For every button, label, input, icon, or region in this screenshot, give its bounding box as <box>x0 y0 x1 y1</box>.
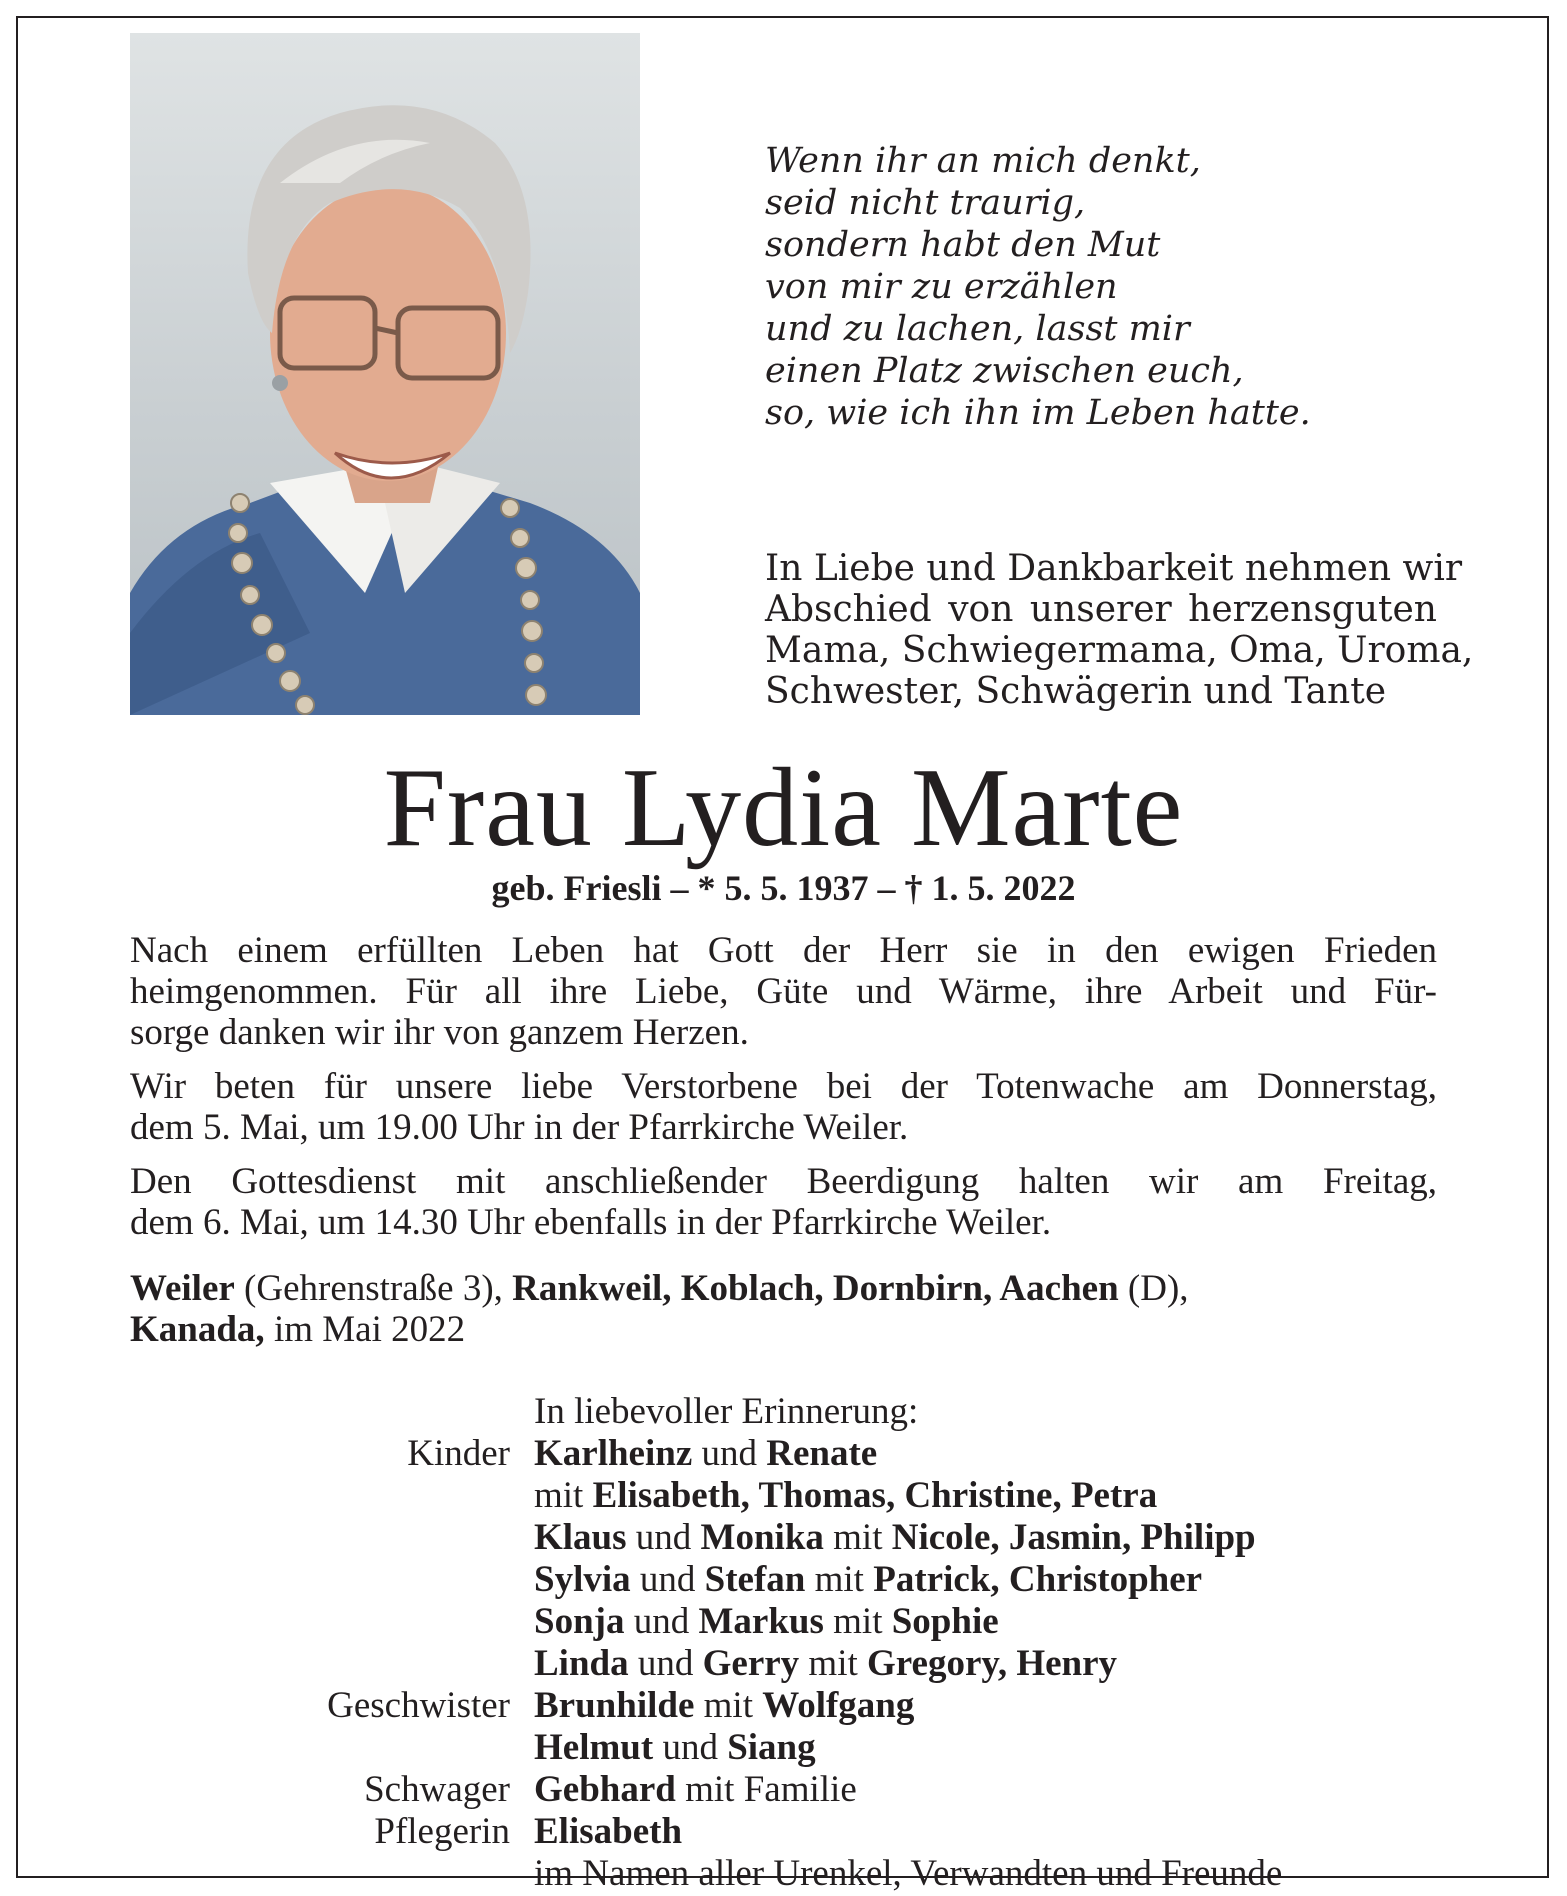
relation-label: Pflegerin <box>374 1811 510 1852</box>
connector: und <box>626 1517 701 1558</box>
farewell-line: Mama, Schwiegermama, Oma, Uroma, <box>765 630 1474 671</box>
body-line: dem 5. Mai, um 19.00 Uhr in der Pfarrkirche Weiler. <box>130 1107 909 1148</box>
mourner-row <box>130 1643 1470 1685</box>
body-line: Den Gottesdienst mit anschließender Beerdigung halten wir am Freitag, <box>130 1161 1437 1202</box>
relation-label: Schwager <box>364 1769 510 1810</box>
connector: mit Familie <box>675 1769 857 1810</box>
mourner-row <box>130 1559 1470 1601</box>
mourner-name: Monika <box>700 1517 824 1558</box>
body-line: Nach einem erfüllten Leben hat Gott der Herr sie in den ewigen Frieden <box>130 930 1437 971</box>
connector: und <box>692 1433 767 1474</box>
obituary-paragraph <box>130 930 1437 1053</box>
mourners-closing-row <box>130 1853 1470 1895</box>
connector: und <box>653 1727 728 1768</box>
mourner-name: Patrick, Christopher <box>873 1559 1203 1600</box>
mourner-name: Helmut <box>534 1727 654 1768</box>
poem-line: Wenn ihr an mich denkt, <box>765 141 1201 181</box>
mourner-name: Siang <box>727 1727 816 1768</box>
connector: mit <box>534 1475 593 1516</box>
mourner-name: Gregory, Henry <box>867 1643 1118 1684</box>
places-line <box>130 1268 1437 1309</box>
mourner-name: Sonja <box>534 1601 625 1642</box>
body-line: sorge danken wir ihr von ganzem Herzen. <box>130 1012 749 1053</box>
connector: mit <box>805 1559 874 1600</box>
mourners-intro: In liebevoller Erinnerung: <box>534 1391 919 1432</box>
poem-line: seid nicht traurig, <box>765 183 1086 223</box>
mourner-name: Gerry <box>702 1643 800 1684</box>
mourner-row <box>130 1517 1470 1559</box>
place-street: (Gehrenstraße 3), <box>234 1268 513 1309</box>
mourner-name: Brunhilde <box>534 1685 695 1726</box>
vigil-paragraph <box>130 1066 1437 1148</box>
connector: mit <box>694 1685 763 1726</box>
body-line: Wir beten für unsere liebe Verstorbene bei der Totenwache am Donnerstag, <box>130 1066 1437 1107</box>
farewell-line: Abschied von unserer herzensguten <box>765 589 1437 630</box>
memorial-poem <box>765 140 1465 434</box>
obituary-body <box>130 930 1437 1256</box>
mourner-row <box>130 1433 1470 1475</box>
portrait-illustration <box>130 33 640 715</box>
birth-death-dates: geb. Friesli – * 5. 5. 1937 – † 1. 5. 2022 <box>491 868 1076 908</box>
mourner-row <box>130 1601 1470 1643</box>
mourner-row <box>130 1769 1470 1811</box>
connector: und <box>624 1601 699 1642</box>
funeral-paragraph <box>130 1161 1437 1243</box>
mourner-name: Elisabeth, Thomas, Christine, Petra <box>592 1475 1158 1516</box>
mourners-closing: im Namen aller Urenkel, Verwandten und Freunde <box>534 1853 1283 1894</box>
mourner-name: Stefan <box>704 1559 806 1600</box>
mourner-name: Nicole, Jasmin, Philipp <box>891 1517 1256 1558</box>
mourner-row <box>130 1475 1470 1517</box>
connector: und <box>630 1559 705 1600</box>
mourner-name: Klaus <box>534 1517 627 1558</box>
farewell-line: In Liebe und Dankbarkeit nehmen wir <box>765 548 1463 589</box>
place-date: im Mai 2022 <box>264 1309 466 1350</box>
connector: mit <box>799 1643 868 1684</box>
place-country-code: (D), <box>1118 1268 1189 1309</box>
place-kanada: Kanada, <box>130 1309 265 1350</box>
poem-line: und zu lachen, lasst mir <box>765 309 1190 349</box>
mourner-name: Markus <box>698 1601 824 1642</box>
mourners-intro-row <box>130 1391 1470 1433</box>
mourner-name: Karlheinz <box>534 1433 693 1474</box>
mourner-row <box>130 1727 1470 1769</box>
mourner-name: Gebhard <box>534 1769 676 1810</box>
places-and-date <box>130 1268 1437 1350</box>
farewell-text <box>765 548 1474 712</box>
place-towns: Rankweil, Koblach, Dornbirn, Aachen <box>512 1268 1119 1309</box>
poem-line: einen Platz zwischen euch, <box>765 351 1244 391</box>
mourner-name: Renate <box>766 1433 878 1474</box>
portrait-photo <box>130 33 640 715</box>
farewell-line: Schwester, Schwägerin und Tante <box>765 671 1386 712</box>
connector: mit <box>823 1601 892 1642</box>
place-weiler: Weiler <box>130 1268 235 1309</box>
mourner-row <box>130 1685 1470 1727</box>
poem-line: so, wie ich ihn im Leben hatte. <box>765 393 1311 433</box>
mourner-name: Elisabeth <box>534 1811 683 1852</box>
mourners-list <box>130 1391 1470 1895</box>
places-line <box>130 1309 1437 1350</box>
mourner-name: Sophie <box>891 1601 999 1642</box>
body-line: heimgenommen. Für all ihre Liebe, Güte und Wärme, ihre Arbeit und Für- <box>130 971 1437 1012</box>
connector: und <box>628 1643 703 1684</box>
connector: mit <box>823 1517 892 1558</box>
mourner-name: Wolfgang <box>762 1685 915 1726</box>
relation-label: Geschwister <box>327 1685 510 1726</box>
deceased-name: Frau Lydia Marte <box>383 746 1184 870</box>
poem-line: sondern habt den Mut <box>765 225 1161 265</box>
body-line: dem 6. Mai, um 14.30 Uhr ebenfalls in der Pfarrkirche Weiler. <box>130 1202 1052 1243</box>
relation-label: Kinder <box>407 1433 510 1474</box>
poem-line: von mir zu erzählen <box>765 267 1118 307</box>
mourner-name: Linda <box>534 1643 629 1684</box>
mourner-name: Sylvia <box>534 1559 631 1600</box>
mourner-row <box>130 1811 1470 1853</box>
